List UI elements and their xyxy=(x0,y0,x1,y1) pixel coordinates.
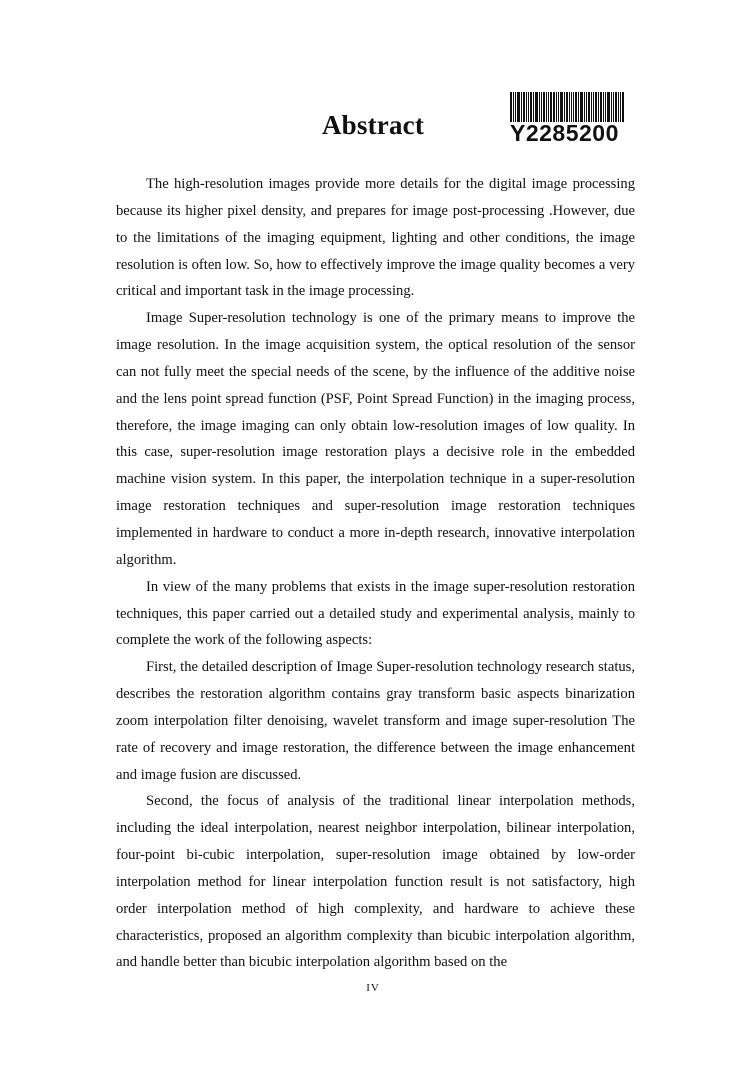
barcode-bar xyxy=(566,92,568,122)
barcode-bar xyxy=(600,92,602,122)
barcode-bar xyxy=(569,92,570,122)
barcode-bar xyxy=(517,92,520,122)
barcode-bar xyxy=(515,92,516,122)
barcode-bar xyxy=(550,92,552,122)
abstract-paragraph: First, the detailed description of Image Super-resolution technology research status, describes the restoration algorithm contains gray transform basic aspects binarization zoom interpolation filter denoising, wavelet transform and image super-resolution The rate of recovery and image restoration, the difference between the image enhancement and image fusion are discussed. xyxy=(116,659,635,783)
barcode-bar xyxy=(598,92,599,122)
barcode-bar xyxy=(560,92,563,122)
barcode-bar xyxy=(611,92,612,122)
page-number: IV xyxy=(366,982,380,994)
barcode-bar xyxy=(548,92,549,122)
barcode-bar xyxy=(523,92,525,122)
barcode-bar xyxy=(584,92,585,122)
barcode-bar xyxy=(571,92,572,122)
barcode-bar xyxy=(535,92,538,122)
barcode-bar xyxy=(573,92,574,122)
abstract-paragraph: Image Super-resolution technology is one of the primary means to improve the image resolution. In the image acquisition system, the optical resolution of the sensor can not fully meet the special needs of the scene, by the influence of the additive noise and the lens point spread function (PSF, Point Spread Function) in the imaging process, therefore, the image imaging can only obtain low-resolution images of low quality. In this case, super-resolution image restoration plays a decisive role in the embedded machine vision system. In this paper, the interpolation technique in a super-resolution image restoration techniques and super-resolution image restoration techniques implemented in hardware to conduct a more in-depth research, innovative interpolation algorithm. xyxy=(116,310,635,568)
barcode-bar xyxy=(528,92,529,122)
abstract-paragraph: In view of the many problems that exists in the image super-resolution restoration techniques, this paper carried out a detailed study and experimental analysis, mainly to complete the work of the following aspects: xyxy=(116,578,635,649)
barcode-bar xyxy=(607,92,610,122)
barcode-bar xyxy=(595,92,597,122)
barcode-bar xyxy=(620,92,621,122)
barcode-bar xyxy=(578,92,579,122)
barcode-bar xyxy=(622,92,624,122)
barcode-bar xyxy=(513,92,514,122)
barcode-bar xyxy=(615,92,617,122)
abstract-body xyxy=(116,171,635,976)
barcode-bar xyxy=(546,92,547,122)
abstract-paragraph: Second, the focus of analysis of the traditional linear interpolation methods, including the ideal interpolation, nearest neighbor interpolation, bilinear interpolation, four-point bi-cubic interpolation, super-resolution image obtained by low-order interpolation method for linear interpolation function result is not satisfactory, high order interpolation method of high complexity, and hardware to achieve these characteristics, proposed an algorithm complexity than bicubic interpolation algorithm, and handle better than bicubic interpolation algorithm based on the xyxy=(116,793,635,971)
barcode-bar xyxy=(510,92,512,122)
abstract-title: Abstract xyxy=(321,110,425,140)
barcode-label xyxy=(510,92,634,147)
barcode-bar xyxy=(556,92,557,122)
barcode-bar xyxy=(541,92,542,122)
barcode-bar xyxy=(618,92,619,122)
barcode-graphic xyxy=(510,92,634,122)
barcode-bar xyxy=(593,92,594,122)
barcode-bar xyxy=(588,92,590,122)
barcode-bar xyxy=(543,92,545,122)
barcode-bar xyxy=(591,92,592,122)
barcode-bar xyxy=(530,92,532,122)
barcode-bar xyxy=(539,92,540,122)
barcode-bar xyxy=(553,92,555,122)
barcode-bar xyxy=(575,92,577,122)
barcode-bar xyxy=(603,92,604,122)
barcode-bar xyxy=(533,92,534,122)
barcode-bar xyxy=(605,92,606,122)
barcode-bar xyxy=(586,92,587,122)
barcode-bar xyxy=(564,92,565,122)
abstract-paragraph: The high-resolution images provide more details for the digital image processing because its higher pixel density, and prepares for image post-processing .However, due to the limitations of the imaging equipment, lighting and other conditions, the image resolution is often low. So, how to effectively improve the image quality becomes a very critical and important task in the image processing. xyxy=(116,176,635,300)
barcode-bar xyxy=(580,92,583,122)
barcode-bar xyxy=(558,92,559,122)
barcode-bar xyxy=(526,92,527,122)
barcode-bar xyxy=(613,92,614,122)
barcode-id: Y2285200 xyxy=(510,120,619,146)
barcode-bar xyxy=(521,92,522,122)
